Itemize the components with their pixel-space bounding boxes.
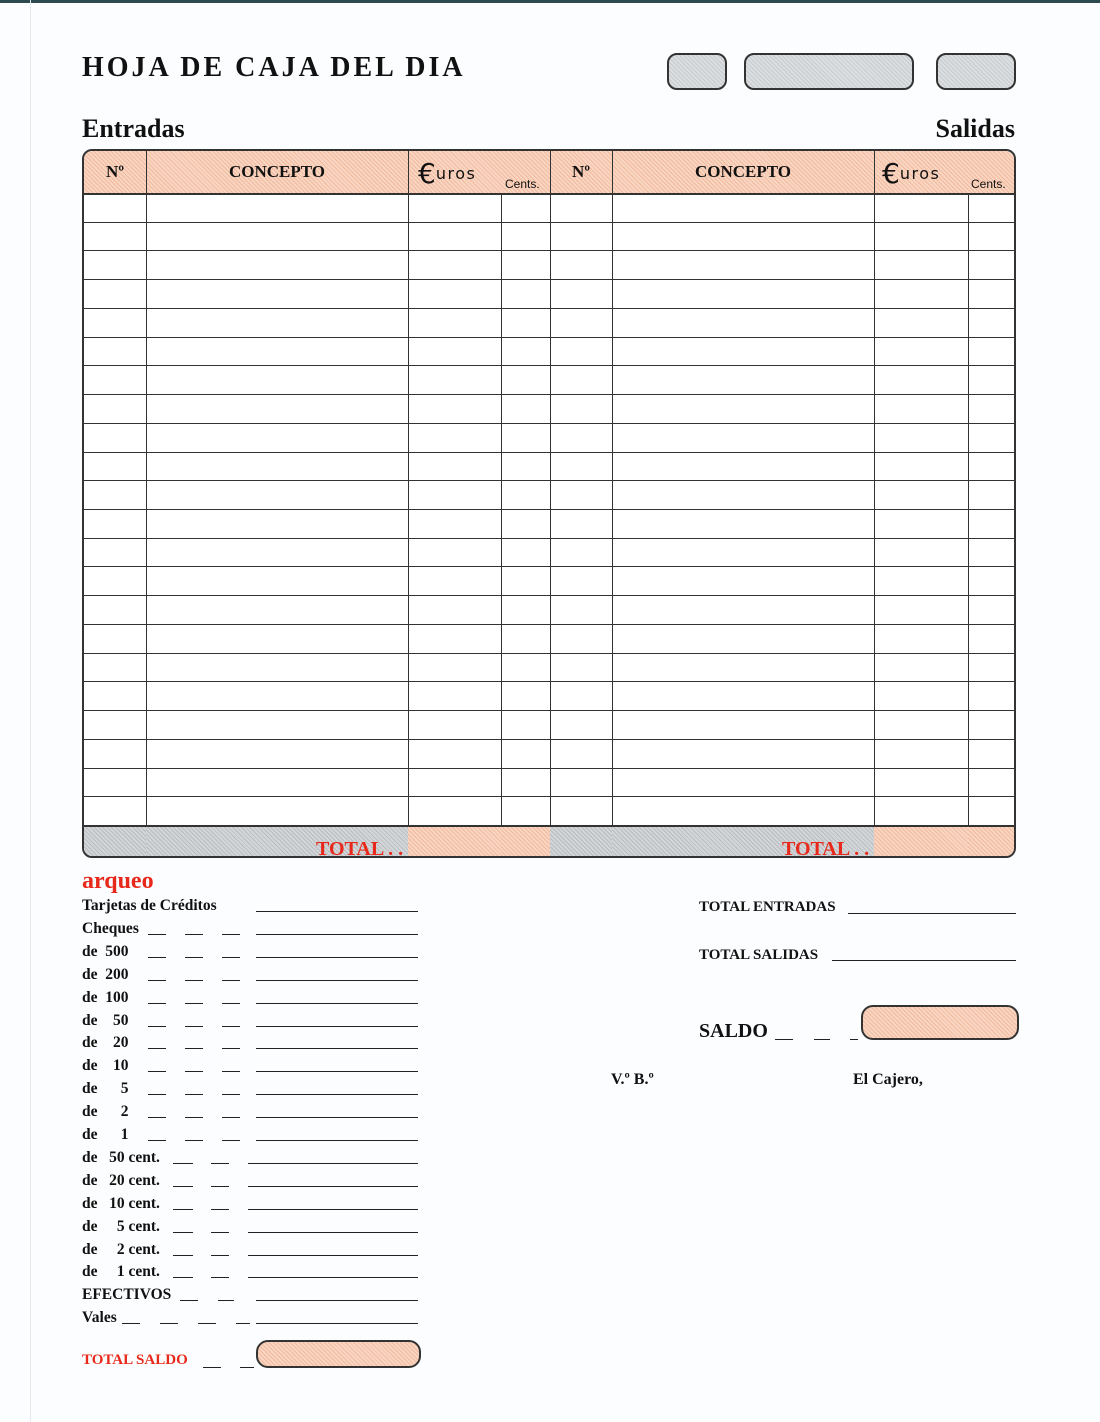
- arqueo-dash: [222, 1117, 240, 1118]
- arqueo-dash: [211, 1255, 229, 1256]
- arqueo-dash: [211, 1232, 229, 1233]
- arqueo-dash: [148, 1071, 166, 1072]
- total-entradas-label: TOTAL ENTRADAS: [699, 899, 836, 915]
- arqueo-dash: [211, 1277, 229, 1278]
- arqueo-dash: [180, 1300, 198, 1301]
- total-saldo-dash: [203, 1367, 221, 1368]
- arqueo-dash: [185, 1094, 203, 1095]
- euro-icon: €: [882, 157, 900, 190]
- arqueo-dash: [185, 1026, 203, 1027]
- arqueo-dash: [148, 1140, 166, 1141]
- arqueo-amount-line[interactable]: [248, 1186, 418, 1187]
- arqueo-amount-line[interactable]: [248, 1255, 418, 1256]
- arqueo-dash: [185, 1048, 203, 1049]
- salidas-heading: Salidas: [935, 114, 1015, 143]
- arqueo-dash: [222, 1071, 240, 1072]
- cash-table: [82, 149, 1016, 858]
- arqueo-amount-line[interactable]: [256, 1140, 418, 1141]
- arqueo-amount-line[interactable]: [256, 1071, 418, 1072]
- arqueo-dash: [160, 1323, 178, 1324]
- total-label-left: TOTAL . .: [316, 838, 404, 858]
- saldo-dash: [850, 1039, 858, 1040]
- table-column-line: [874, 151, 875, 858]
- saldo-box[interactable]: [861, 1005, 1019, 1040]
- arqueo-row-label: de 1 cent.: [82, 1263, 160, 1280]
- total-label-right: TOTAL . .: [782, 838, 870, 858]
- arqueo-dash: [185, 1071, 203, 1072]
- arqueo-dash: [222, 1003, 240, 1004]
- header-no-right: Nº: [572, 162, 590, 181]
- arqueo-dash: [218, 1300, 234, 1301]
- total-cents-right[interactable]: [968, 825, 1016, 858]
- arqueo-row-label: EFECTIVOS: [82, 1286, 172, 1303]
- total-cents-left[interactable]: [501, 825, 550, 858]
- arqueo-dash: [173, 1255, 193, 1256]
- arqueo-dash: [211, 1163, 229, 1164]
- arqueo-dash: [222, 934, 240, 935]
- arqueo-dash: [173, 1186, 193, 1187]
- arqueo-dash: [173, 1163, 193, 1164]
- arqueo-dash: [148, 1094, 166, 1095]
- total-entradas-line[interactable]: [848, 913, 1016, 914]
- arqueo-row-label: de 10: [82, 1057, 129, 1074]
- arqueo-dash: [148, 934, 166, 935]
- arqueo-amount-line[interactable]: [256, 1048, 418, 1049]
- arqueo-dash: [222, 957, 240, 958]
- arqueo-amount-line[interactable]: [248, 1163, 418, 1164]
- arqueo-dash: [173, 1232, 193, 1233]
- table-column-line: [968, 193, 969, 858]
- arqueo-row-label: de 100: [82, 989, 129, 1006]
- table-column-line: [408, 151, 409, 858]
- saldo-dash: [814, 1039, 830, 1040]
- arqueo-row-label: de 2 cent.: [82, 1241, 160, 1258]
- arqueo-dash: [148, 980, 166, 981]
- arqueo-dash: [185, 957, 203, 958]
- arqueo-dash: [173, 1277, 193, 1278]
- table-column-line: [146, 151, 147, 858]
- arqueo-amount-line[interactable]: [256, 1026, 418, 1027]
- arqueo-title: arqueo: [82, 868, 154, 894]
- table-column-line: [550, 151, 551, 858]
- total-cell-no-left: [84, 825, 146, 858]
- month-field[interactable]: [744, 53, 914, 90]
- form-title: HOJA DE CAJA DEL DIA: [82, 52, 466, 83]
- vb-label: V.º B.º: [611, 1071, 654, 1088]
- arqueo-row-label: de 5 cent.: [82, 1218, 160, 1235]
- saldo-dash: [775, 1039, 793, 1040]
- total-saldo-dash: [240, 1367, 254, 1368]
- arqueo-amount-line[interactable]: [248, 1209, 418, 1210]
- total-salidas-line[interactable]: [832, 960, 1016, 961]
- arqueo-amount-line[interactable]: [256, 1117, 418, 1118]
- arqueo-dash: [185, 1003, 203, 1004]
- total-euros-left[interactable]: [408, 825, 501, 858]
- header-euros-left: [418, 157, 476, 190]
- cajero-label: El Cajero,: [853, 1071, 923, 1088]
- entradas-heading: Entradas: [82, 114, 185, 143]
- arqueo-dash: [148, 957, 166, 958]
- arqueo-amount-line[interactable]: [248, 1232, 418, 1233]
- arqueo-row-label: de 1: [82, 1126, 129, 1143]
- header-concepto-right: CONCEPTO: [694, 162, 792, 181]
- arqueo-amount-line[interactable]: [256, 1300, 418, 1301]
- arqueo-dash: [185, 1140, 203, 1141]
- arqueo-dash: [148, 1048, 166, 1049]
- header-euros-right: [882, 157, 940, 190]
- arqueo-row-label: de 2: [82, 1103, 129, 1120]
- arqueo-row-label: Vales: [82, 1309, 117, 1326]
- total-saldo-box[interactable]: [256, 1340, 421, 1368]
- arqueo-dash: [211, 1186, 229, 1187]
- saldo-label: SALDO: [699, 1020, 768, 1042]
- total-saldo-label: TOTAL SALDO: [82, 1352, 188, 1368]
- arqueo-amount-line[interactable]: [256, 1323, 418, 1324]
- arqueo-amount-line[interactable]: [256, 1094, 418, 1095]
- euro-icon: €: [418, 157, 436, 190]
- arqueo-row-label: de 50: [82, 1012, 129, 1029]
- arqueo-amount-line[interactable]: [256, 980, 418, 981]
- header-cents-right: Cents.: [971, 177, 1006, 191]
- arqueo-dash: [185, 980, 203, 981]
- table-column-line: [501, 193, 502, 858]
- arqueo-dash: [148, 1117, 166, 1118]
- arqueo-dash: [173, 1209, 193, 1210]
- table-column-line: [612, 151, 613, 858]
- arqueo-row-label: de 5: [82, 1080, 129, 1097]
- arqueo-dash: [222, 980, 240, 981]
- arqueo-dash: [222, 1140, 240, 1141]
- arqueo-dash: [185, 934, 203, 935]
- arqueo-dash: [185, 1117, 203, 1118]
- day-field[interactable]: [667, 53, 727, 90]
- arqueo-row-label: de 20 cent.: [82, 1172, 160, 1189]
- total-cell-no-right: [550, 825, 612, 858]
- arqueo-row-label: de 200: [82, 966, 129, 983]
- arqueo-dash: [122, 1323, 140, 1324]
- header-euros-text: uros: [435, 164, 477, 183]
- arqueo-amount-line[interactable]: [256, 911, 418, 912]
- arqueo-dash: [222, 1048, 240, 1049]
- header-no-left: Nº: [106, 162, 124, 181]
- arqueo-dash: [236, 1323, 250, 1324]
- arqueo-dash: [148, 1003, 166, 1004]
- top-edge-line: [0, 0, 1100, 3]
- arqueo-row-label: de 50 cent.: [82, 1149, 160, 1166]
- arqueo-row-label: de 10 cent.: [82, 1195, 160, 1212]
- total-salidas-label: TOTAL SALIDAS: [699, 947, 819, 963]
- arqueo-dash: [198, 1323, 216, 1324]
- year-field[interactable]: [936, 53, 1016, 90]
- arqueo-row-label: Tarjetas de Créditos: [82, 897, 217, 914]
- arqueo-row-label: de 20: [82, 1034, 129, 1051]
- header-euros-text: uros: [899, 164, 941, 183]
- total-euros-right[interactable]: [874, 825, 968, 858]
- arqueo-amount-line[interactable]: [256, 1003, 418, 1004]
- arqueo-amount-line[interactable]: [256, 957, 418, 958]
- arqueo-amount-line[interactable]: [248, 1277, 418, 1278]
- arqueo-dash: [222, 1094, 240, 1095]
- arqueo-row-label: de 500: [82, 943, 129, 960]
- arqueo-dash: [148, 1026, 166, 1027]
- arqueo-amount-line[interactable]: [256, 934, 418, 935]
- arqueo-dash: [222, 1026, 240, 1027]
- header-cents-left: Cents.: [505, 177, 540, 191]
- left-edge-line: [30, 0, 31, 1422]
- header-concepto-left: CONCEPTO: [228, 162, 326, 181]
- arqueo-dash: [211, 1209, 229, 1210]
- arqueo-row-label: Cheques: [82, 920, 139, 937]
